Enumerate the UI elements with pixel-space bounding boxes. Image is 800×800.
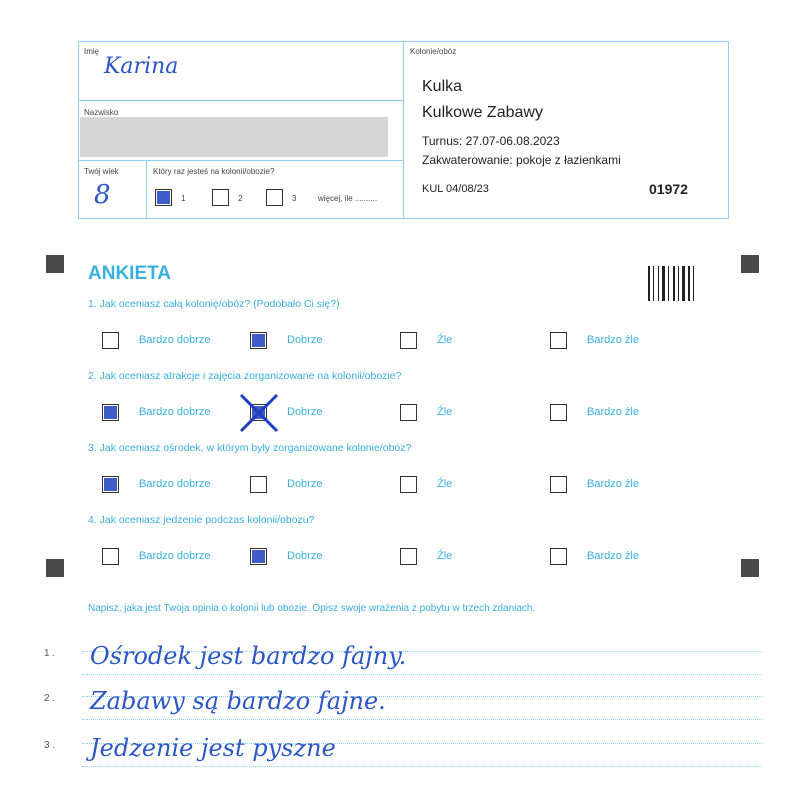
times-more: więcej, ile ..........: [318, 194, 378, 203]
q2-checkbox-option-2[interactable]: [250, 404, 267, 421]
q4-checkbox-option-4[interactable]: [550, 548, 567, 565]
header-divider-vertical: [403, 41, 404, 219]
dotted-line: [82, 766, 762, 767]
opinion-prompt: Napisz, jaka jest Twoja opinia o kolonii lub obozie. Opisz swoje wrażenia z pobytu w trzech zdaniach.: [88, 603, 536, 614]
q4-checkbox-option-3[interactable]: [400, 548, 417, 565]
redacted-surname: [80, 117, 388, 157]
turnus: Turnus: 27.07-06.08.2023: [422, 134, 560, 148]
registration-mark-bottom-left: [46, 559, 64, 577]
camp-subtitle: Kulkowe Zabawy: [422, 104, 543, 121]
times-option-label: 3: [292, 194, 297, 203]
q4-checkbox-option-1[interactable]: [102, 548, 119, 565]
question-2: 2. Jak oceniasz atrakcje i zajęcia zorganizowane na kolonii/obozie?: [88, 370, 402, 382]
form-number: 01972: [649, 181, 688, 197]
barcode-bar: [682, 266, 685, 301]
dotted-line: [82, 719, 762, 720]
surname-label: Nazwisko: [84, 108, 119, 117]
answer-number: 2 .: [44, 693, 56, 704]
survey-title: ANKIETA: [88, 263, 172, 284]
registration-mark-bottom-right: [741, 559, 759, 577]
times-checkbox-3[interactable]: [266, 189, 283, 206]
answer-text-field[interactable]: Zabawy są bardzo fajne.: [90, 687, 386, 715]
q2-checkbox-option-1[interactable]: [102, 404, 119, 421]
answer-text-field[interactable]: Jedzenie jest pyszne: [90, 734, 336, 762]
q1-checkbox-option-2[interactable]: [250, 332, 267, 349]
option-label: Bardzo dobrze: [139, 334, 211, 346]
times-checkbox-1[interactable]: [155, 189, 172, 206]
cross-mark-icon: [239, 393, 279, 433]
barcode-bar: [673, 266, 675, 301]
header-divider-age: [146, 160, 147, 219]
option-label: Bardzo źle: [587, 550, 639, 562]
option-label: Źle: [437, 478, 453, 490]
barcode-bar: [688, 266, 690, 301]
option-label: Źle: [437, 550, 453, 562]
option-label: Dobrze: [287, 406, 323, 418]
age-label: Twój wiek: [84, 167, 119, 176]
camp-name: Kulka: [422, 78, 463, 95]
question-4: 4. Jak oceniasz jedzenie podczas kolonii/obozu?: [88, 514, 315, 526]
answer-number: 3 .: [44, 740, 56, 751]
header-divider-1: [78, 100, 403, 101]
q3-checkbox-option-2[interactable]: [250, 476, 267, 493]
accommodation: Zakwaterowanie: pokoje z łazienkami: [422, 153, 621, 167]
camp-label: Kolonie/obóz: [410, 47, 457, 56]
registration-mark-top-right: [741, 255, 759, 273]
header-divider-2: [78, 160, 403, 161]
question-3: 3. Jak oceniasz ośrodek, w którym były zorganizowane kolonie/obóz?: [88, 442, 412, 454]
q1-checkbox-option-3[interactable]: [400, 332, 417, 349]
dotted-line: [82, 674, 762, 675]
barcode-bar: [648, 266, 650, 301]
option-label: Bardzo źle: [587, 334, 639, 346]
option-label: Źle: [437, 406, 453, 418]
option-label: Bardzo dobrze: [139, 478, 211, 490]
times-option-label: 1: [181, 194, 186, 203]
option-label: Bardzo źle: [587, 478, 639, 490]
option-label: Bardzo dobrze: [139, 406, 211, 418]
q2-checkbox-option-4[interactable]: [550, 404, 567, 421]
option-label: Dobrze: [287, 334, 323, 346]
barcode-bar: [668, 266, 669, 301]
times-checkbox-2[interactable]: [212, 189, 229, 206]
camp-code: KUL 04/08/23: [422, 183, 489, 195]
times-option-label: 2: [238, 194, 243, 203]
answer-number: 1 .: [44, 648, 56, 659]
barcode: [648, 266, 703, 301]
times-label: Który raz jesteś na kolonii/obozie?: [153, 167, 275, 176]
q2-checkbox-option-3[interactable]: [400, 404, 417, 421]
option-label: Źle: [437, 334, 453, 346]
question-1: 1. Jak oceniasz całą kolonię/obóz? (Podobało Ci się?): [88, 298, 340, 310]
barcode-bar: [678, 266, 679, 301]
barcode-bar: [662, 266, 665, 301]
q3-checkbox-option-3[interactable]: [400, 476, 417, 493]
q3-checkbox-option-4[interactable]: [550, 476, 567, 493]
barcode-bar: [658, 266, 659, 301]
name-field[interactable]: Karina: [104, 54, 179, 79]
option-label: Dobrze: [287, 550, 323, 562]
name-label: Imię: [84, 47, 100, 56]
option-label: Bardzo dobrze: [139, 550, 211, 562]
q4-checkbox-option-2[interactable]: [250, 548, 267, 565]
answer-text-field[interactable]: Ośrodek jest bardzo fajny.: [90, 642, 407, 670]
q1-checkbox-option-1[interactable]: [102, 332, 119, 349]
q3-checkbox-option-1[interactable]: [102, 476, 119, 493]
barcode-bar: [653, 266, 654, 301]
option-label: Dobrze: [287, 478, 323, 490]
age-field[interactable]: 8: [94, 180, 111, 210]
q1-checkbox-option-4[interactable]: [550, 332, 567, 349]
option-label: Bardzo źle: [587, 406, 639, 418]
registration-mark-top-left: [46, 255, 64, 273]
barcode-bar: [693, 266, 694, 301]
